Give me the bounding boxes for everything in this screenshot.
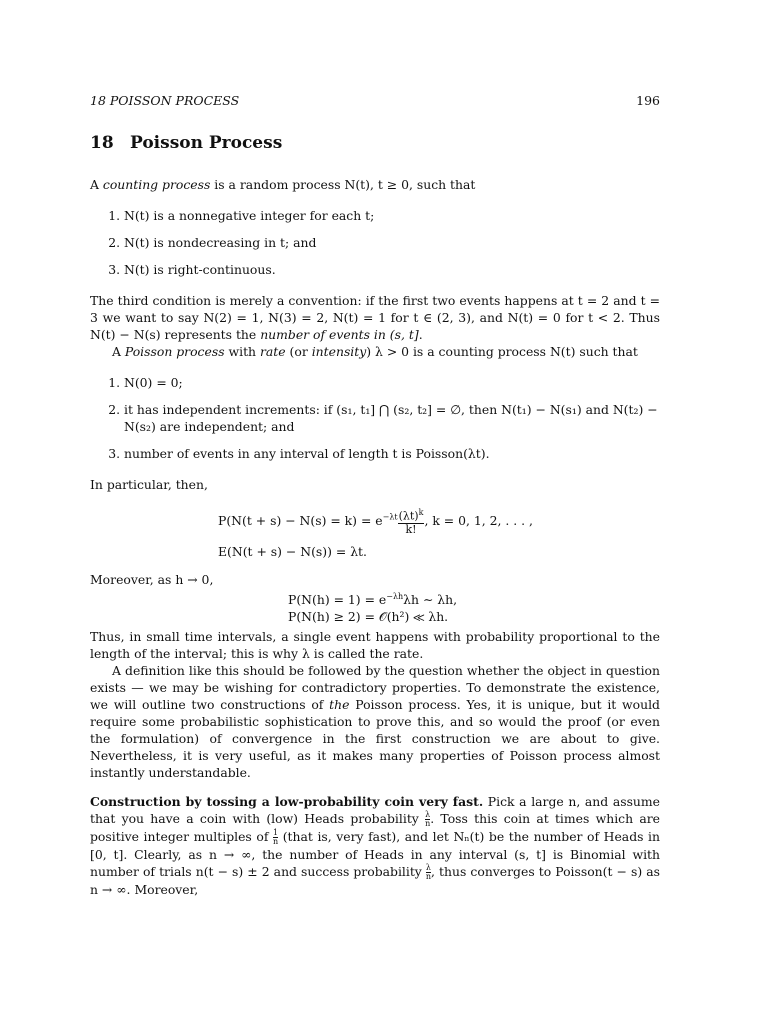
in-particular: In particular, then, [90, 477, 208, 492]
list-item: 3. number of events in any interval of length t is Poisson(λt). [124, 445, 660, 462]
list-item: 1. N(0) = 0; [124, 374, 660, 391]
list-item: 2. N(t) is nondecreasing in t; and [124, 234, 660, 251]
list-item: 3. N(t) is right-continuous. [124, 261, 660, 278]
rate-paragraph: Thus, in small time intervals, a single event happens with probability proportional to the length of the interval; this is why λ is called the rate. [90, 629, 660, 661]
poisson-definition: A Poisson process with rate (or intensity) λ > 0 is a counting process N(t) such that [112, 344, 638, 359]
body-text [90, 176, 660, 898]
running-title: 18 POISSON PROCESS [90, 93, 240, 108]
section-title-text: Poisson Process [130, 133, 283, 153]
counting-conditions-list [90, 207, 660, 278]
construction-paragraph: Construction by tossing a low-probability coin very fast. Pick a large n, and assume that you have a coin with (low) Heads probability $\frac{\lambda}{n}$ . Toss this coin at times which are positive integer multiples of $\frac{1}{n}$ (that is, very fast), and let Nₙ(t) be the number of Heads in [0, t]. Clearly, as n → ∞, the number of Heads in any interval (s, t] is Binomial with number of trials n(t − s) ± 2 and success probability $\frac{\lambda}{n}$ , thus converges to Poisson(t − s) as n → ∞. Moreover, [90, 794, 660, 897]
list-item: 1. N(t) is a nonnegative integer for each t; [124, 207, 660, 224]
poisson-conditions-list [90, 374, 660, 462]
counting-process-definition: A counting process is a random process N(t), t ≥ 0, such that [90, 177, 476, 192]
section-number: 18 [90, 133, 114, 153]
running-header [90, 93, 660, 108]
existence-paragraph: A definition like this should be followed by the question whether the object in question exists — we may be wishing for contradictory properties. To demonstrate the existence, we will outline two constructions of the Poisson process. Yes, it is unique, but it would require some probabilistic sophistication to prove this, and so would the proof (or even the formulation) of convergence in the first construction we are about to give. Nevertheless, it is very useful, as it makes many properties of Poisson process almost instantly understandable. [90, 663, 660, 780]
convention-paragraph: The third condition is merely a convention: if the first two events happens at t = 2 and t = 3 we want to say N(2) = 1, N(3) = 2, N(t) = 1 for t ∈ (2, 3), and N(t) = 0 for t < 2. Thus N(t) − N(s) represents the number of events in (s, t]. [90, 293, 660, 342]
list-item: 2. it has independent increments: if (s₁, t₁] ⋂ (s₂, t₂] = ∅, then N(t₁) − N(s₁) and N(t₂) − N(s₂) are independent; and [124, 401, 660, 435]
small-h-equation-2: P(N(h) ≥ 2) = 𝒪(h²) ≪ λh. [288, 609, 449, 624]
expectation-equation: E(N(t + s) − N(s)) = λt. [218, 544, 367, 559]
section-title [90, 133, 282, 153]
construction-heading: Construction by tossing a low-probability coin very fast. [90, 794, 484, 809]
poisson-pmf-equation: $P(N(t + s) - N(s) = k) = e^{-\lambda t}$ $\frac{(\lambda t)^k}{k!}$ , k = 0, 1, 2, . . . , [218, 508, 533, 536]
page-number: 196 [636, 93, 660, 108]
equation-block-1 [90, 493, 660, 541]
equation-block-3 [90, 588, 660, 628]
equation-block-2 [90, 541, 660, 571]
small-h-equation-1: $P(N(h) = 1) = e^{-\lambda h}\lambda h$ ∼ λh, [288, 592, 458, 608]
moreover-line: Moreover, as h → 0, [90, 572, 214, 587]
